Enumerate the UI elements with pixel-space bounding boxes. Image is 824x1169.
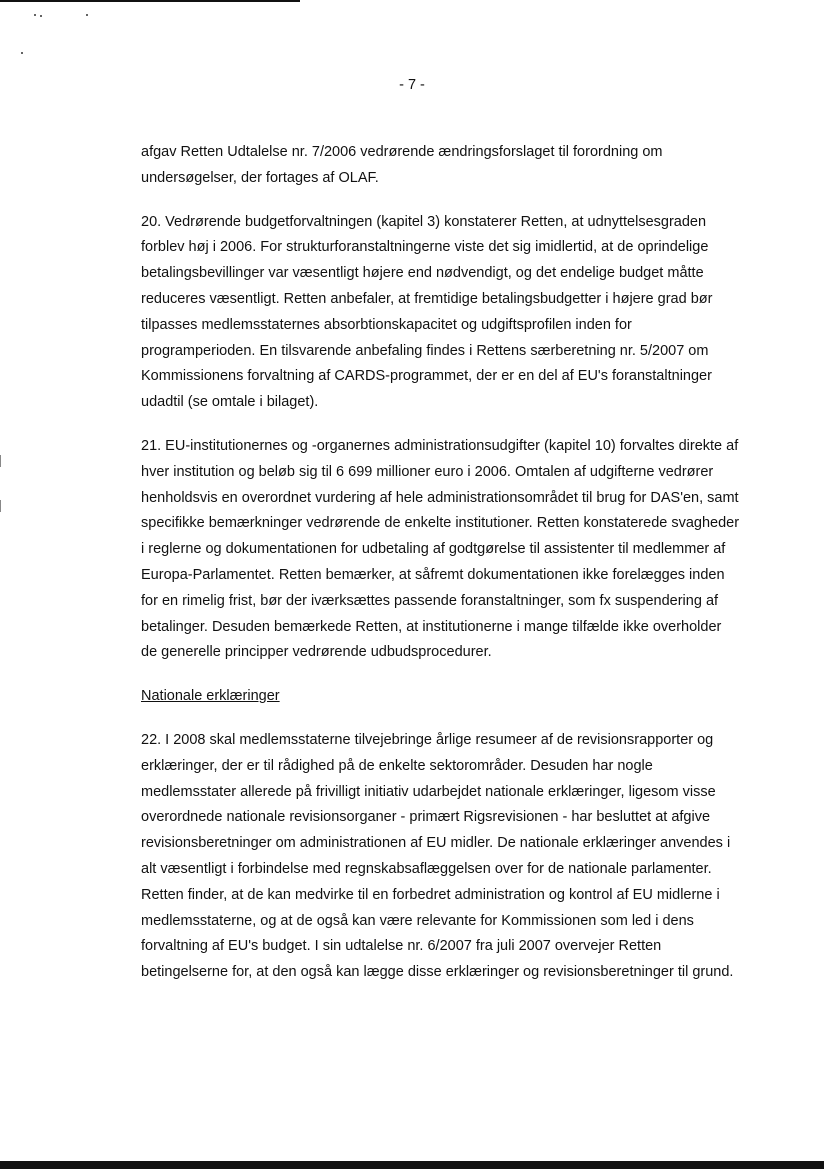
scan-speck — [21, 52, 23, 54]
paragraph-20: 20. Vedrørende budgetforvaltningen (kapitel 3) konstaterer Retten, at udnyttelsesgraden forblev høj i 2006. For strukturforanstaltningerne viste det sig imidlertid, at de oprindelige betalingsbevillinger var væsentligt højere end nødvendigt, og det endelige budget måtte reduceres væsentligt. Retten anbefaler, at fremtidige betalingsbudgetter i højere grad bør tilpasses medlemsstaternes absorbtionskapacitet og udgiftsprofilen inden for programperioden. En tilsvarende anbefaling findes i Rettens særberetning nr. 5/2007 om Kommissionens forvaltning af CARDS-programmet, der er en del af EU's foranstaltninger udadtil (se omtale i bilaget). — [141, 213, 713, 411]
paragraph-21: 21. EU-institutionernes og -organernes administrationsudgifter (kapitel 10) forvaltes direkte af hver institution og beløb sig til 6 699 millioner euro i 2006. Omtalen af udgifterne vedrører henholdsvis en overordnet vurdering af hele administrationsområdet til brug for DAS'en, samt specifikke bemærkninger vedrørende de enkelte institutioner. Retten konstaterede svagheder i reglerne og dokumentationen for udbetaling af godtgørelse til assistenter til medlemmer af Europa-Parlamentet. Retten bemærker, at såfremt dokumentationen ikke forelægges inden for en rimelig frist, bør der iværksættes passende foranstaltninger, som fx suspendering af betalinger. Desuden bemærkede Retten, at institutionerne i mange tilfælde ikke overholder de generelle principper vedrørende udbudsprocedurer. — [141, 437, 740, 661]
scan-edge-mark — [0, 500, 1, 512]
scan-speck — [86, 14, 88, 16]
scan-edge-top — [0, 0, 300, 2]
scan-edge-mark — [0, 455, 1, 467]
scan-edge-bottom — [0, 1161, 824, 1169]
page-number: - 7 - — [399, 77, 425, 93]
paragraph-continuation: afgav Retten Udtalelse nr. 7/2006 vedrørende ændringsforslaget til forordning om undersøgelser, der fortages af OLAF. — [141, 144, 663, 186]
scan-speck — [34, 14, 36, 16]
scan-speck — [40, 15, 42, 17]
paragraph-22: 22. I 2008 skal medlemsstaterne tilvejebringe årlige resumeer af de revisionsrapporter og erklæringer, der er til rådighed på de enkelte sektorområder. Desuden har nogle medlemsstater allerede på frivilligt initiativ udarbejdet nationale erklæringer, ligesom visse overordnede nationale revisionsorganer - primært Rigsrevisionen - har besluttet at afgive revisionsberetninger om administrationen af EU midler. De nationale erklæringer anvendes i alt væsentligt i forbindelse med regnskabsaflæggelsen over for de nationale parlamenter. Retten finder, at de kan medvirke til en forbedret administration og kontrol af EU midlerne i medlemsstaterne, og at de også kan være relevante for Kommissionen som led i dens forvaltning af EU's budget. I sin udtalelse nr. 6/2007 fra juli 2007 overvejer Retten betingelserne for, at den også kan lægge disse erklæringer og revisionsberetninger til grund. — [141, 731, 734, 981]
section-heading-nationale-erklaeringer: Nationale erklæringer — [141, 688, 280, 705]
document-body — [141, 140, 741, 1004]
